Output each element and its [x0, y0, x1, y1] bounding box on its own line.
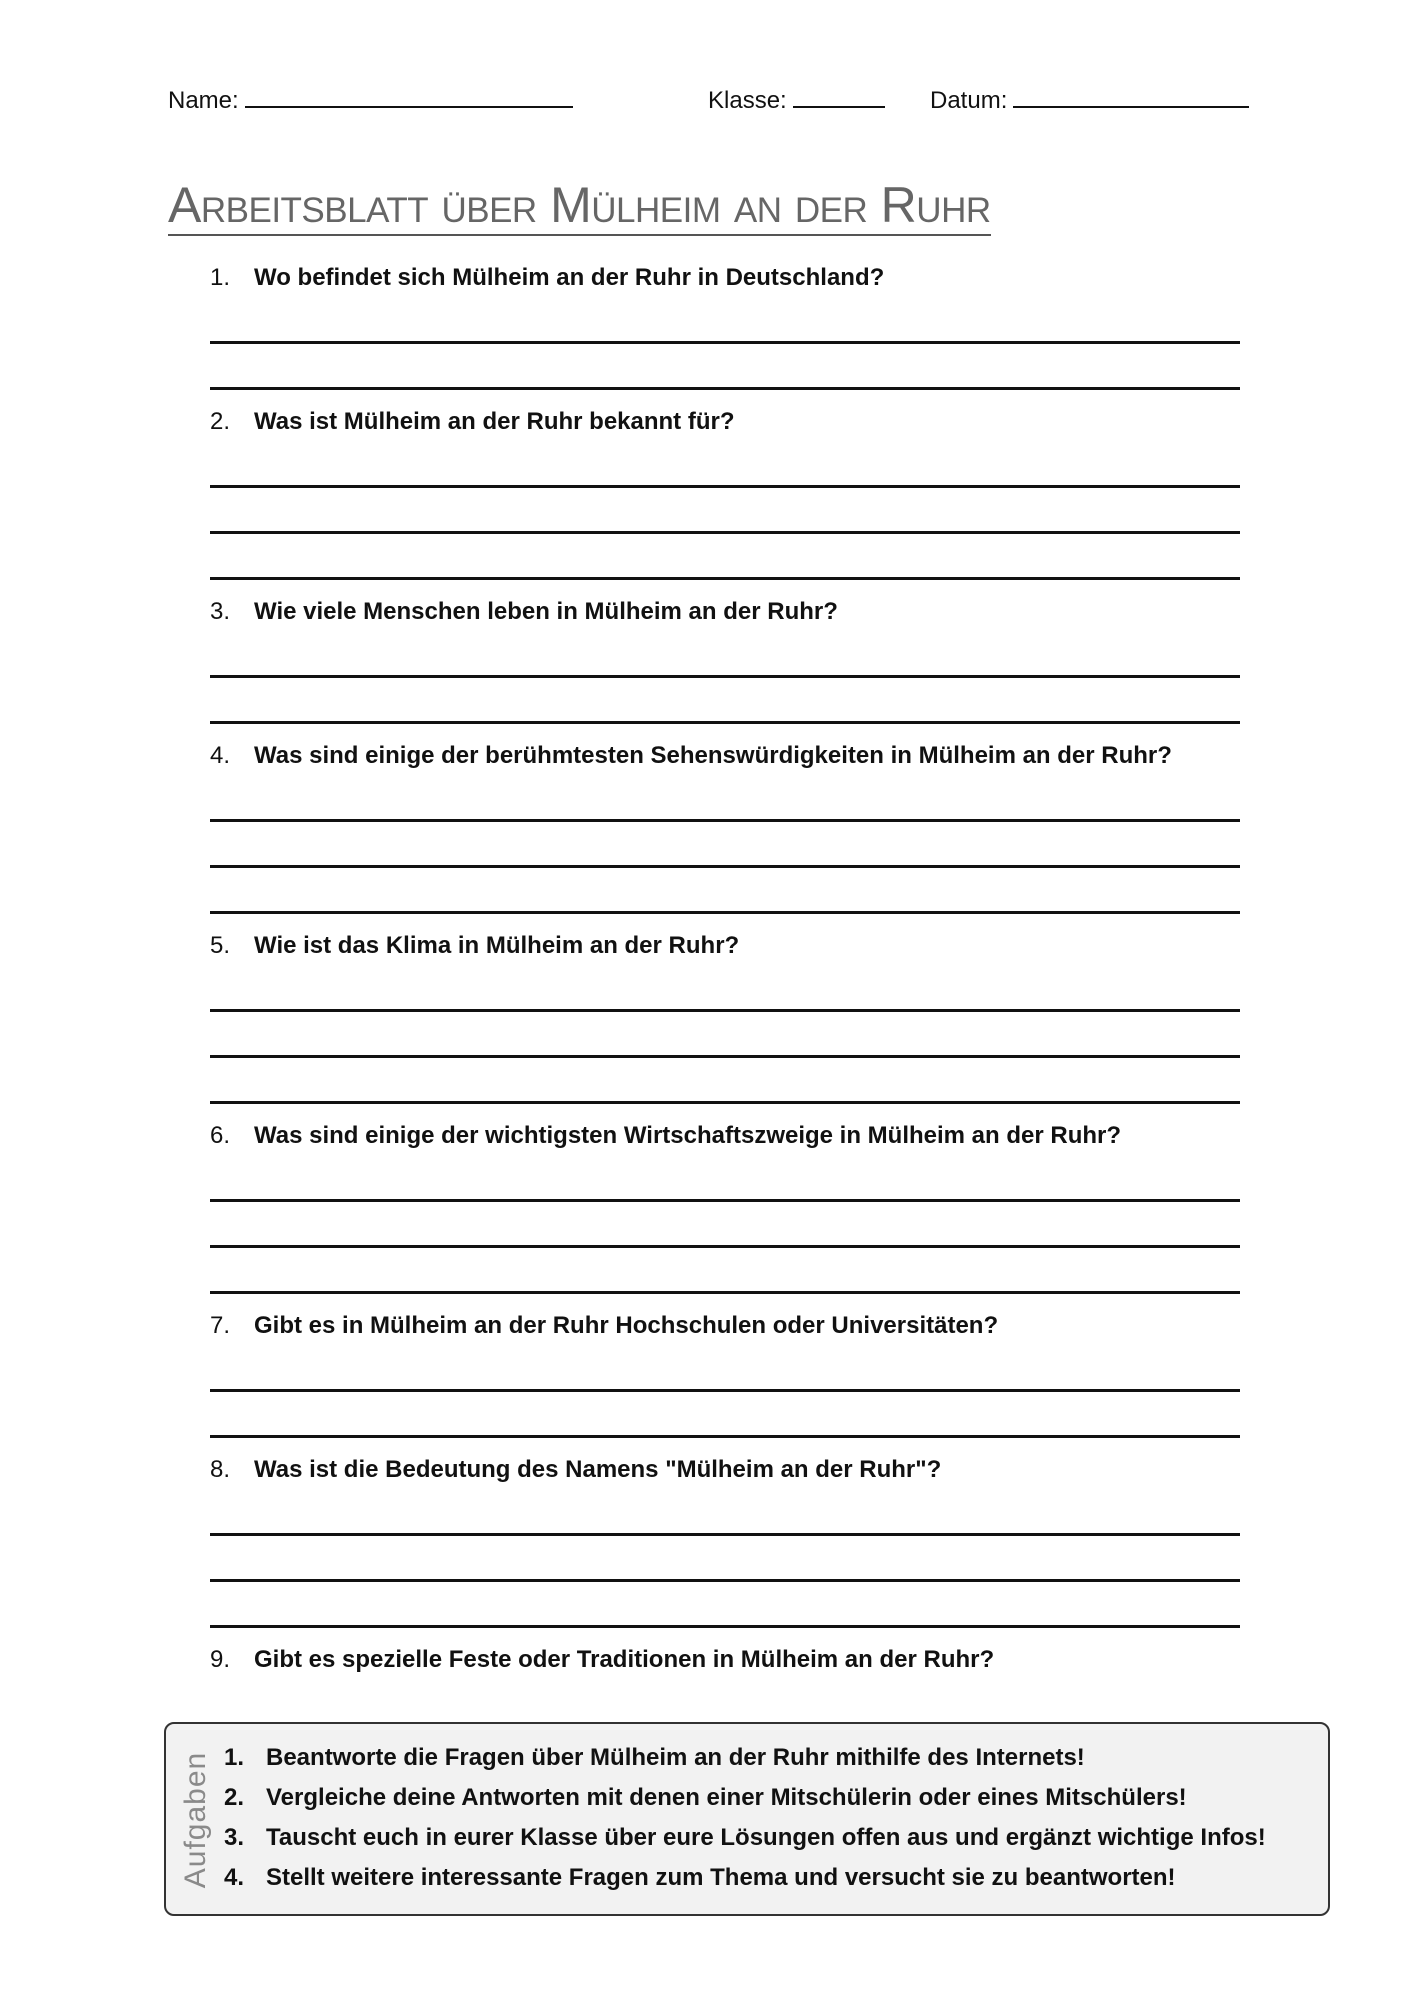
datum-label: Datum: [930, 87, 1008, 114]
answer-line[interactable] [210, 776, 1240, 822]
answer-line[interactable] [210, 1058, 1240, 1104]
question-text: Wie viele Menschen leben in Mülheim an der Ruhr? [254, 598, 838, 625]
question-item [210, 926, 1240, 1116]
question-item [210, 1450, 1240, 1640]
question-spacer [210, 1104, 1240, 1116]
question-heading [210, 1116, 1240, 1156]
answer-line[interactable] [210, 1490, 1240, 1536]
question-item [210, 592, 1240, 736]
answer-line[interactable] [210, 1248, 1240, 1294]
answer-line[interactable] [210, 1202, 1240, 1248]
task-item [224, 1858, 1266, 1898]
task-item [224, 1818, 1266, 1858]
task-list [224, 1738, 1266, 1898]
question-heading [210, 1450, 1240, 1490]
question-number: 6. [210, 1122, 231, 1149]
question-spacer [210, 1438, 1240, 1450]
answer-line[interactable] [210, 1012, 1240, 1058]
task-number: 1. [224, 1744, 245, 1771]
task-text: Tauscht euch in eurer Klasse über eure Lösungen offen aus und ergänzt wichtige Infos! [266, 1824, 1266, 1851]
question-number: 7. [210, 1312, 231, 1339]
answer-line[interactable] [210, 632, 1240, 678]
answer-line[interactable] [210, 678, 1240, 724]
question-item [210, 1116, 1240, 1306]
tasks-box [164, 1722, 1330, 1916]
klasse-field [708, 84, 885, 115]
question-spacer [210, 914, 1240, 926]
question-text: Was ist die Bedeutung des Namens "Mülheim an der Ruhr"? [254, 1456, 942, 1483]
question-text: Wie ist das Klima in Mülheim an der Ruhr? [254, 932, 740, 959]
question-text: Wo befindet sich Mülheim an der Ruhr in Deutschland? [254, 264, 885, 291]
question-spacer [210, 724, 1240, 736]
question-heading [210, 736, 1240, 776]
answer-line[interactable] [210, 1582, 1240, 1628]
question-number: 9. [210, 1646, 231, 1673]
answer-line[interactable] [210, 1392, 1240, 1438]
question-text: Was sind einige der wichtigsten Wirtschaftszweige in Mülheim an der Ruhr? [254, 1122, 1122, 1149]
task-number: 4. [224, 1864, 245, 1891]
question-spacer [210, 1628, 1240, 1640]
question-spacer [210, 390, 1240, 402]
task-number: 2. [224, 1784, 245, 1811]
answer-line[interactable] [210, 298, 1240, 344]
question-number: 5. [210, 932, 231, 959]
task-text: Beantworte die Fragen über Mülheim an der Ruhr mithilfe des Internets! [266, 1744, 1085, 1771]
question-item [210, 402, 1240, 592]
answer-line[interactable] [210, 868, 1240, 914]
answer-line[interactable] [210, 1346, 1240, 1392]
question-item [210, 1306, 1240, 1450]
name-label: Name: [168, 87, 239, 114]
answer-line[interactable] [210, 1536, 1240, 1582]
question-heading [210, 258, 1240, 298]
question-heading [210, 402, 1240, 442]
question-item [210, 258, 1240, 402]
question-heading [210, 1640, 1240, 1680]
answer-line[interactable] [210, 1680, 1240, 1726]
klasse-blank[interactable] [793, 84, 885, 108]
task-text: Vergleiche deine Antworten mit denen einer Mitschülerin oder eines Mitschülers! [266, 1784, 1187, 1811]
question-number: 4. [210, 742, 231, 769]
answer-line[interactable] [210, 534, 1240, 580]
question-heading [210, 926, 1240, 966]
question-heading [210, 592, 1240, 632]
datum-blank[interactable] [1013, 84, 1249, 108]
task-text: Stellt weitere interessante Fragen zum Thema und versucht sie zu beantworten! [266, 1864, 1176, 1891]
question-text: Was ist Mülheim an der Ruhr bekannt für? [254, 408, 735, 435]
question-item [210, 736, 1240, 926]
name-blank[interactable] [245, 84, 573, 108]
question-text: Gibt es spezielle Feste oder Traditionen in Mülheim an der Ruhr? [254, 1646, 995, 1673]
question-spacer [210, 1294, 1240, 1306]
name-field [168, 84, 573, 115]
question-number: 3. [210, 598, 231, 625]
task-item [224, 1738, 1266, 1778]
question-number: 2. [210, 408, 231, 435]
answer-line[interactable] [210, 1156, 1240, 1202]
answer-line[interactable] [210, 822, 1240, 868]
answer-line[interactable] [210, 488, 1240, 534]
question-text: Was sind einige der berühmtesten Sehenswürdigkeiten in Mülheim an der Ruhr? [254, 742, 1172, 769]
tasks-label: Aufgaben [179, 1751, 212, 1889]
datum-field [930, 84, 1249, 115]
tasks-side-label [176, 1734, 216, 1906]
question-number: 8. [210, 1456, 231, 1483]
question-list [210, 258, 1240, 1830]
answer-line[interactable] [210, 966, 1240, 1012]
task-item [224, 1778, 1266, 1818]
task-number: 3. [224, 1824, 245, 1851]
question-number: 1. [210, 264, 231, 291]
klasse-label: Klasse: [708, 87, 787, 114]
answer-line[interactable] [210, 442, 1240, 488]
question-spacer [210, 580, 1240, 592]
question-heading [210, 1306, 1240, 1346]
worksheet-title: Arbeitsblatt über Mülheim an der Ruhr [168, 176, 991, 236]
worksheet-header [168, 84, 1248, 124]
question-text: Gibt es in Mülheim an der Ruhr Hochschulen oder Universitäten? [254, 1312, 999, 1339]
answer-line[interactable] [210, 344, 1240, 390]
